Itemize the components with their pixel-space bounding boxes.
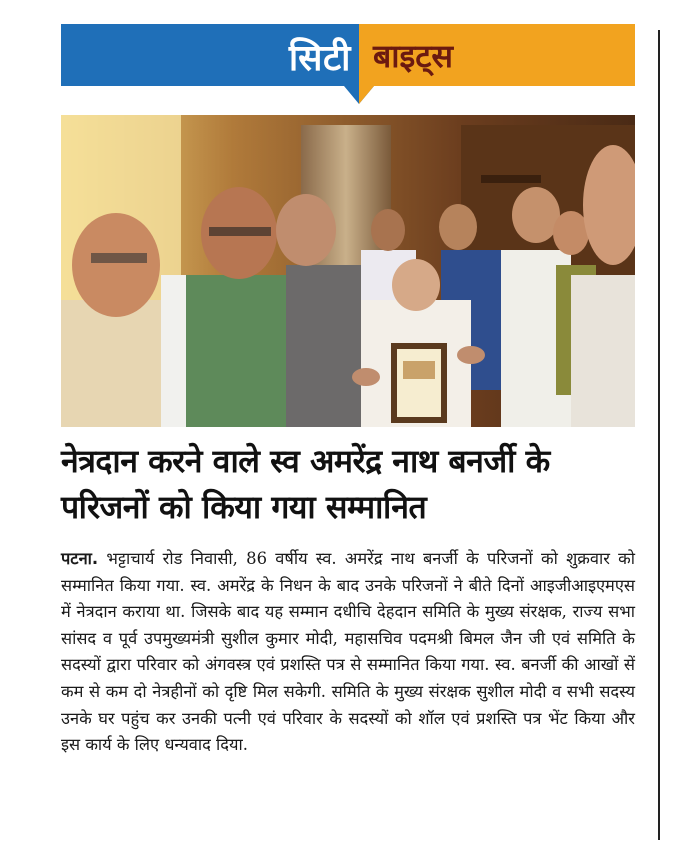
banner-title-bites: बाइट्स: [373, 37, 454, 75]
headline-line-1: नेत्रदान करने वाले स्व अमरेंद्र नाथ बनर्जी के: [61, 442, 550, 480]
headline: [61, 438, 641, 530]
column-rule: [658, 30, 660, 840]
banner-notch-orange: [359, 86, 374, 104]
section-banner: [61, 24, 635, 86]
headline-line-2: परिजनों को किया गया सम्मानित: [61, 488, 427, 526]
banner-title-city: सिटी: [288, 38, 351, 79]
article-dateline: पटना.: [61, 549, 99, 568]
article-body: [61, 546, 635, 759]
article-text: भट्टाचार्य रोड निवासी, 86 वर्षीय स्व. अमरेंद्र नाथ बनर्जी के परिजनों को शुक्रवार को सम्मानित किया गया. स्व. अमरेंद्र के निधन के बाद उनके परिजनों ने बीते दिनों आइजीआइएमएस में नेत्रदान कराया था. जिसके बाद यह सम्मान दधीचि देहदान समिति के मुख्य संरक्षक, राज्य सभा सांसद व पूर्व उपमुख्यमंत्री सुशील कुमार मोदी, महासचिव पदमश्री बिमल जैन जी एवं समिति के सदस्यों द्वारा परिवार को अंगवस्त्र एवं प्रशस्ति पत्र से सम्मानित किया गया. स्व. बनर्जी की आखों सें कम से कम दो नेत्रहीनों को दृष्टि मिल सकेगी. समिति के मुख्य संरक्षक सुशील मोदी व सभी सदस्य उनके घर पहुंच कर उनकी पत्नी एवं परिवार के सदस्यों को शॉल एवं प्रशस्ति पत्र भेंट किया और इस कार्य के लिए धन्यवाद दिया.: [61, 549, 636, 755]
news-photo: [61, 115, 635, 427]
